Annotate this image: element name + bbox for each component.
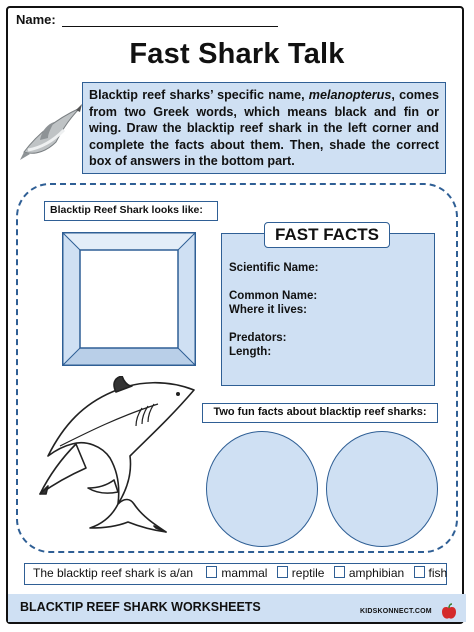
name-label: Name: [16,12,56,27]
brand-text: KIDSKONNECT.COM [360,608,432,615]
fact-where-it-lives: Where it lives: [229,304,307,316]
intro-part-1: Blacktip reef sharks’ specific name, [89,88,309,102]
drawing-label: Blacktip Reef Shark looks like: [44,201,218,221]
large-shark-drawing [28,376,198,536]
footer-title: BLACKTIP REEF SHARK WORKSHEETS [20,600,261,614]
drawing-frame[interactable] [62,232,196,366]
question-text: The blacktip reef shark is a/an [33,566,194,580]
checkbox-icon[interactable] [277,566,288,578]
option-fish[interactable]: fish [414,564,448,583]
fact-length: Length: [229,346,272,358]
checkbox-icon[interactable] [414,566,425,578]
page-title: Fast Shark Talk [129,38,345,70]
fact-predators: Predators: [229,332,287,344]
intro-part-2: , comes from two Greek words, which means black and fin or wing. Draw the blacktip reef shark in the left corner and complete the facts about them. Then, shade the correct box of answers in the bottom part. [89,88,439,168]
fun-facts-label: Two fun facts about blacktip reef sharks: [202,403,438,423]
name-input-line[interactable] [62,26,278,27]
intro-text [82,82,446,174]
option-amphibian[interactable]: amphibian [334,564,404,583]
option-mammal[interactable]: mammal [206,564,267,583]
fun-fact-circle-1[interactable] [206,431,318,547]
species-name: melanopterus [308,88,392,102]
checkbox-icon[interactable] [206,566,217,578]
apple-logo-icon [440,603,458,621]
fast-facts-title: FAST FACTS [264,222,390,248]
classification-question-row [24,563,447,585]
fact-scientific-name: Scientific Name: [229,262,319,274]
fun-fact-circle-2[interactable] [326,431,438,547]
checkbox-icon[interactable] [334,566,345,578]
small-shark-illustration [18,100,84,166]
option-reptile[interactable]: reptile [277,564,325,583]
fact-common-name: Common Name: [229,290,318,302]
